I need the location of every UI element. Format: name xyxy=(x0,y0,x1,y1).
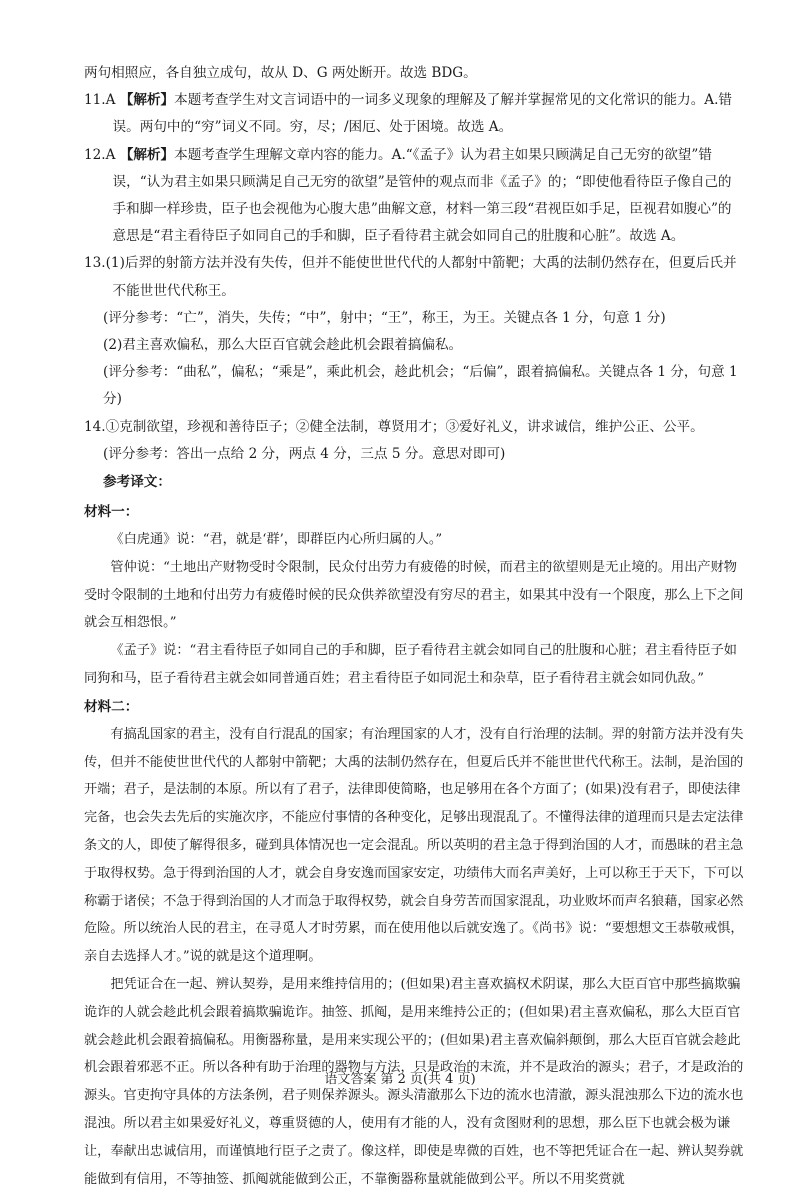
answer-14-number: 14. xyxy=(84,418,106,435)
answer-11-number: 11.A xyxy=(84,92,116,109)
answer-14-score: (评分参考：答出一点给 2 分，两点 4 分，三点 5 分。意思对即可) xyxy=(103,445,506,462)
answer-14-text: ①克制欲望，珍视和善待臣子；②健全法制，尊贤用才；③爱好礼义，讲求诚信，维护公正、公平。 xyxy=(105,418,704,435)
material-1-paragraph: 《白虎通》说：“君，就是‘群’，即群臣内心所归属的人。” xyxy=(110,532,443,548)
answer-13-part2: (2)君主喜欢偏私，那么大臣百官就会趁此机会跟着搞偏私。 xyxy=(103,337,463,354)
answer-11-text: 本题考查学生对文言词语中的一词多义现象的理解及了解并掌握常见的文化常识的能力。A.错误。两句中的“穷”词义不同。穷，尽；/困厄、处于困境。故选 A。 xyxy=(112,92,733,136)
answer-14 xyxy=(84,414,744,441)
answer-10-continuation: 两句相照应，各自独立成句，故从 D、G 两处断开。故选 BDG。 xyxy=(84,65,477,81)
material-1-paragraph: 《孟子》说：“君主看待臣子如同自己的手和脚，臣子看待君主就会如同自己的肚腹和心脏；君主看待臣子如同狗和马，臣子看待君主就会如同普通百姓；君主看待臣子如同泥土和杂草，臣子看待君主就会如同仇敌。” xyxy=(84,643,737,687)
answer-12-text: 本题考查学生理解文章内容的能力。A.“《孟子》认为君主如果只顾满足自己无穷的欲望”错误，“认为君主如果只顾满足自己无穷的欲望”是管仲的观点而非《孟子》的；“即使他看待臣子像自己的手和脚一样珍贵，臣子也会视他为心腹大患”曲解文意，材料一第三段“君视臣如手足，臣视君如腹心”的意思是“君主看待臣子如同自己的手和脚，臣子看待君主就会如同自己的肚腹和心脏”。故选 A。 xyxy=(112,146,732,245)
material-2-paragraph: 把凭证合在一起、辨认契券，是用来维持信用的；(但如果)君主喜欢搞权术阴谋，那么大臣百官中那些搞欺骗诡诈的人就会趁此机会跟着搞欺骗诡诈。抽签、抓阄，是用来维持公正的；(但如果)君主喜欢偏私，那么大臣百官就会趁此机会跟着搞偏私。用衡器称量，是用来实现公平的；(但如果)君主喜欢偏斜颠倒，那么大臣百官就会趁此机会跟着邪恶不正。所以各种有助于治理的器物与方法，只是政治的末流，并不是政治的源头；君子，才是政治的源头。官吏拘守具体的方法条例，君子则保养源头。源头清澈那么下边的流水也清澈，源头混浊那么下边的流水也混浊。所以君主如果爱好礼义，尊重贤德的人，使用有才能的人，没有贪图财利的思想，那么臣下也就会极为谦让，奉献出忠诚信用，而谨慎地行臣子之责了。像这样，即使是卑微的百姓，也不等把凭证合在一起、辨认契券就能做到有信用，不等抽签、抓阄就能做到公正，不靠衡器称量就能做到公平。所以不用奖赏就 xyxy=(84,977,744,1187)
answer-13-number: 13. xyxy=(84,255,106,272)
answer-12-tag: 【解析】 xyxy=(119,146,175,163)
page-footer: 语文答案 第 2 页(共 4 页) xyxy=(324,1072,476,1087)
answer-13-part1-text: (1)后羿的射箭方法并没有失传，但并不能使世世代代的人都射中箭靶；大禹的法制仍然存在，但夏后氏并不能世世代代称王。 xyxy=(105,255,737,299)
material-1-title: 材料一： xyxy=(84,504,139,521)
answer-13-score1: (评分参考：“亡”，消失，失传；“中”，射中；“王”，称王，为王。关键点各 1 分，句意 1 分) xyxy=(103,309,666,326)
translation-heading: 参考译文： xyxy=(103,474,171,491)
material-2-title: 材料二： xyxy=(84,698,139,715)
answer-13-score2: (评分参考：“曲私”，偏私；“乘是”，乘此机会，趁此机会；“后偏”，跟着搞偏私。关键点各 1 分，句意 1 分) xyxy=(103,364,738,408)
answer-11-tag: 【解析】 xyxy=(119,92,175,109)
answer-12 xyxy=(84,142,744,251)
material-2-paragraph: 有搞乱国家的君主，没有自行混乱的国家；有治理国家的人才，没有自行治理的法制。羿的射箭方法并没有失传，但并不能使世世代代的人都射中箭靶；大禹的法制仍然存在，但夏后氏并不能世世代代称王。法制，是治国的开端；君子，是法制的本原。所以有了君子，法律即使简略，也足够用在各个方面了；(如果)没有君子，即使法律完备，也会失去先后的实施次序，不能应付事情的各种变化，足够出现混乱了。不懂得法律的道理而只是去定法律条文的人，即使了解得很多，碰到具体情况也一定会混乱。所以英明的君主急于得到治国的人才，而愚昧的君主急于取得权势。急于得到治国的人才，就会自身安逸而国家安定，功绩伟大而名声美好，上可以称王于天下，下可以称霸于诸侯；不急于得到治国的人才而急于取得权势，就会自身劳苦而国家混乱，功业败坏而声名狼藉，国家必然危险。所以统治人民的君主，在寻觅人才时劳累，而在使用他以后就安逸了。《尚书》说：“要想想文王恭敬戒惧，亲自去选择人才。”说的就是这个道理啊。 xyxy=(84,726,744,965)
answer-12-number: 12.A xyxy=(84,146,116,163)
answer-section xyxy=(84,60,744,468)
material-1-paragraph: 管仲说：“土地出产财物受时令限制，民众付出劳力有疲倦的时候，而君主的欲望则是无止境的。用出产财物受时令限制的土地和付出劳力有疲倦时候的民众供养欲望没有穷尽的君主，如果其中没有一个限度，那么上下之间就会互相怨恨。” xyxy=(84,559,744,631)
answer-13-part1 xyxy=(84,250,744,304)
answer-11 xyxy=(84,87,744,141)
